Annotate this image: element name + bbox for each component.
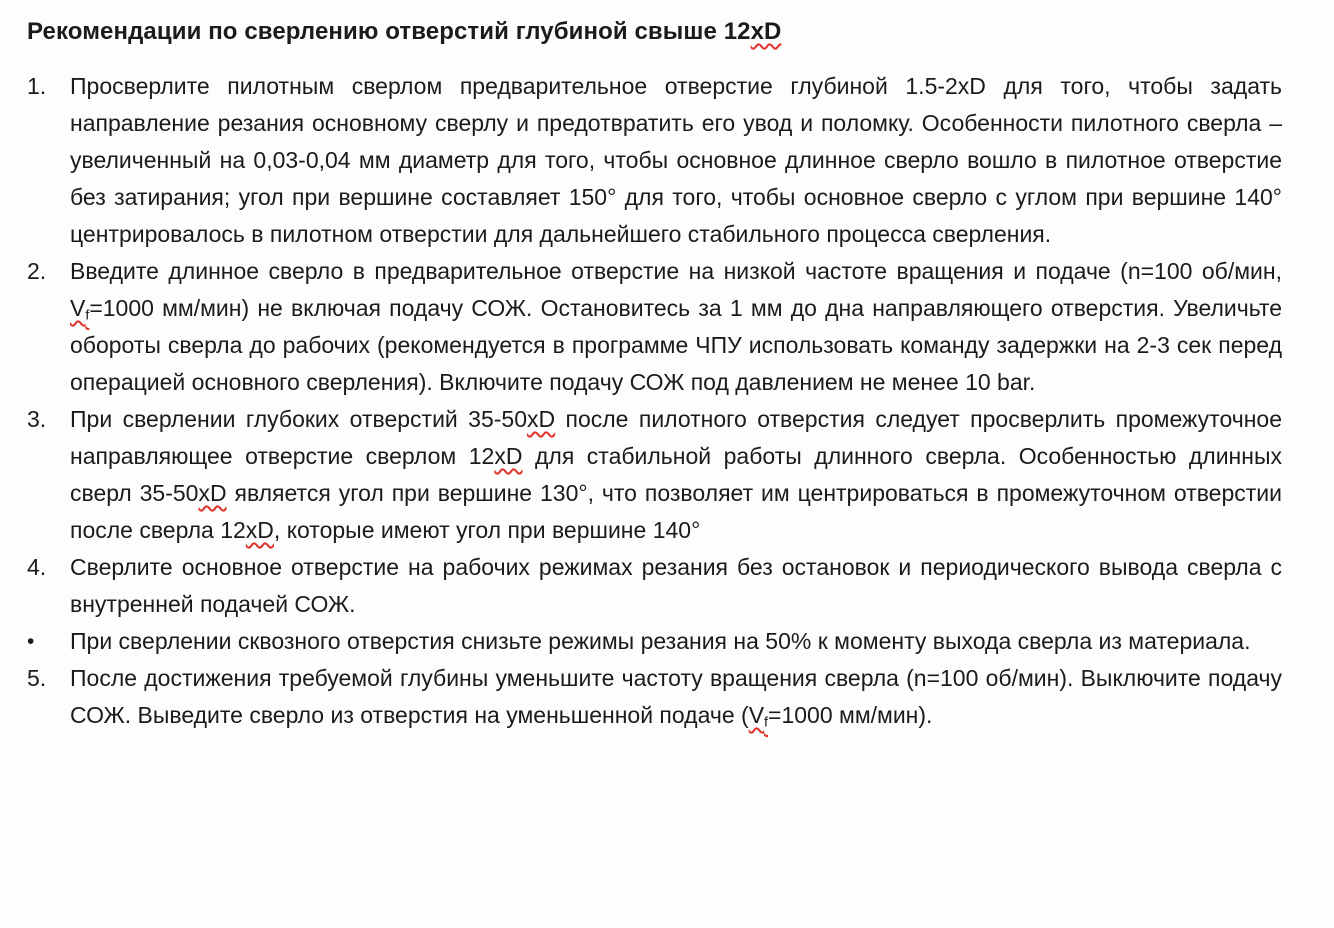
list-item bbox=[27, 401, 1282, 549]
title-misspelled-word: xD bbox=[750, 18, 782, 45]
spellcheck-underlined-text: f bbox=[764, 714, 769, 731]
text-run: является угол при вершине 130°, что позволяет им центрироваться в промежуточном отверстии после сверла 12 bbox=[70, 480, 1282, 543]
text-run: , которые имеют угол при вершине 140° bbox=[273, 517, 701, 543]
spellcheck-underlined-text: xD bbox=[494, 443, 523, 469]
list-number-marker: 3. bbox=[27, 406, 47, 432]
list-number-marker: 2. bbox=[27, 258, 47, 284]
spellcheck-underlined-text: xD bbox=[245, 517, 274, 543]
list-number-marker: 1. bbox=[27, 73, 47, 99]
list-number-marker: 5. bbox=[27, 665, 47, 691]
list-bullet-marker: • bbox=[27, 630, 35, 653]
list-item-text bbox=[70, 401, 1282, 549]
list-item bbox=[27, 253, 1282, 401]
text-run: =1000 мм/мин). bbox=[768, 702, 933, 728]
list-number-marker: 4. bbox=[27, 554, 47, 580]
document-title bbox=[27, 16, 1282, 48]
text-run: Просверлите пилотным сверлом предварительное отверстие глубиной 1.5-2xD для того, чтобы задать направление резания основному сверлу и предотвратить его увод и поломку. Особенности пилотного сверла – увеличенный на 0,03-0,04 мм диаметр для того, чтобы основное длинное сверло вошло в пилотное отверстие без затирания; угол при вершине составляет 150° для того, чтобы основное сверло с углом при вершине 140° центрировалось в пилотном отверстии для дальнейшего стабильного процесса сверления. bbox=[70, 73, 1282, 247]
spellcheck-underlined-text: V bbox=[748, 702, 765, 728]
list-item-text bbox=[70, 623, 1282, 660]
spellcheck-underlined-text: f bbox=[85, 307, 90, 324]
list-item-text bbox=[70, 253, 1282, 401]
text-run: для стабильной работы длинного сверла. Особенностью длинных сверл 35-50 bbox=[70, 443, 1282, 506]
list-item bbox=[27, 623, 1282, 660]
text-run: При сверлении сквозного отверстия снизьте режимы резания на 50% к моменту выхода сверла из материала. bbox=[70, 628, 1251, 654]
list-item-text bbox=[70, 660, 1282, 734]
text-run: При сверлении глубоких отверстий 35-50 bbox=[70, 406, 527, 432]
text-run: после пилотного отверстия следует просверлить промежуточное направляющее отверстие сверлом 12 bbox=[70, 406, 1282, 469]
text-run: Сверлите основное отверстие на рабочих режимах резания без остановок и периодического вывода сверла с внутренней подачей СОЖ. bbox=[70, 554, 1282, 617]
list-item-text bbox=[70, 68, 1282, 253]
title-text: Рекомендации по сверлению отверстий глубиной свыше 12 bbox=[27, 18, 751, 45]
list-item-text bbox=[70, 549, 1282, 623]
list-item bbox=[27, 660, 1282, 734]
text-run: Введите длинное сверло в предварительное отверстие на низкой частоте вращения и подаче (n=100 об/мин, bbox=[70, 258, 1282, 284]
spellcheck-underlined-text: xD bbox=[198, 480, 227, 506]
list-item bbox=[27, 68, 1282, 253]
text-run: =1000 мм/мин) не включая подачу СОЖ. Остановитесь за 1 мм до дна направляющего отверстия. Увеличьте обороты сверла до рабочих (рекомендуется в программе ЧПУ использовать команду задержки на 2-3 сек перед операцией основного сверления). Включите подачу СОЖ под давлением не менее 10 bar. bbox=[70, 295, 1282, 395]
instruction-list bbox=[27, 68, 1282, 734]
text-run: После достижения требуемой глубины уменьшите частоту вращения сверла (n=100 об/мин). Выключите подачу СОЖ. Выведите сверло из отверстия на уменьшенной подаче ( bbox=[70, 665, 1282, 728]
list-item bbox=[27, 549, 1282, 623]
spellcheck-underlined-text: V bbox=[70, 295, 86, 321]
spellcheck-underlined-text: xD bbox=[526, 406, 556, 432]
